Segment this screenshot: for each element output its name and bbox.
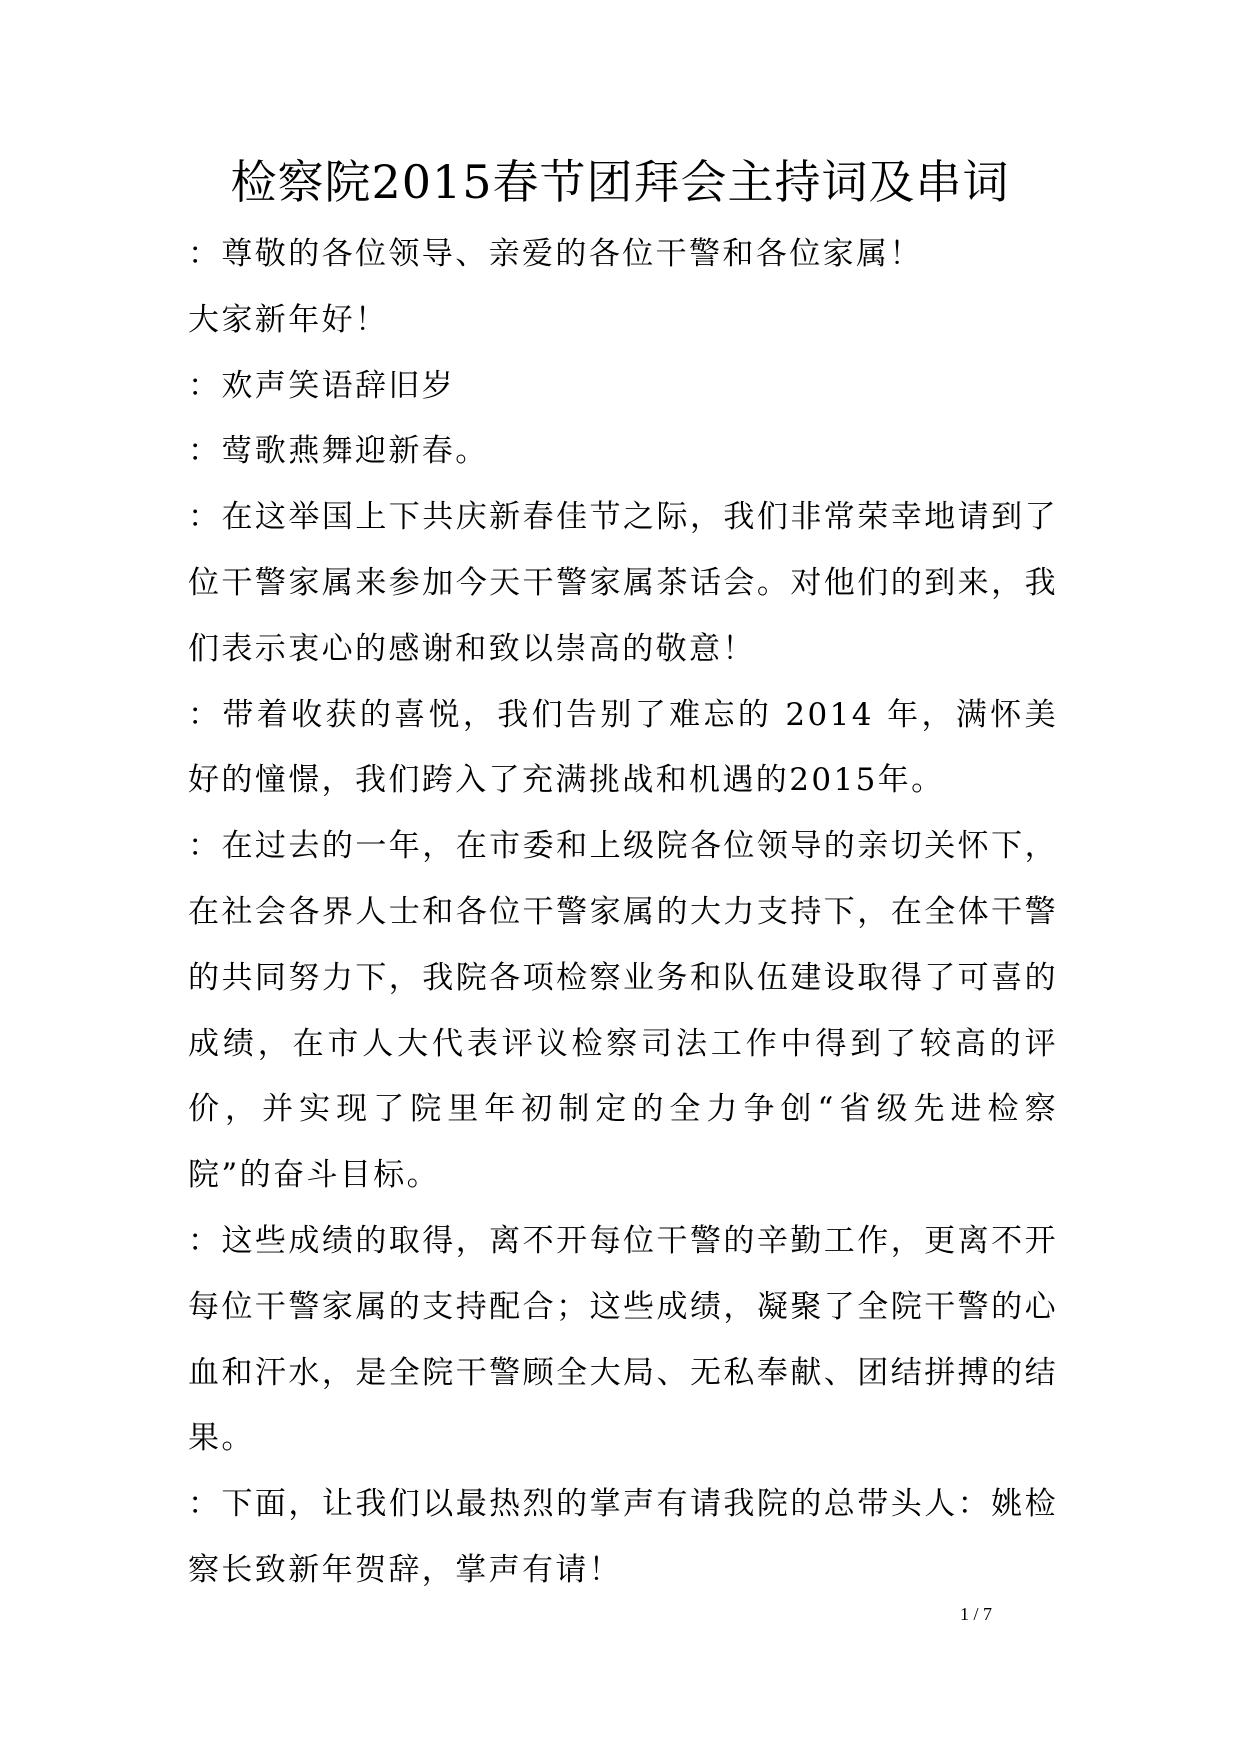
paragraph-achievements: ：在过去的一年，在市委和上级院各位领导的亲切关怀下，在社会各界人士和各位干警家属的大力支持下，在全体干警的共同努力下，我院各项检察业务和队伍建设取得了可喜的成绩，在市人大代表评议检察司法工作中得到了较高的评价，并实现了院里年初制定的全力争创“省级先进检察院”的奋斗目标。 — [188, 828, 1058, 1194]
paragraph-new-year: 大家新年好！ — [188, 301, 389, 338]
page-number: 1 / 7 — [960, 1604, 993, 1624]
paragraph-farewell: ：带着收获的喜悦，我们告别了难忘的 2014 年，满怀美好的憧憬，我们跨入了充满挑战和机遇的2015年。 — [188, 696, 1058, 799]
paragraph-invitation: ：下面，让我们以最热烈的掌声有请我院的总带头人：姚检察长致新年贺辞，掌声有请！ — [188, 1486, 1058, 1588]
document-title: 检察院2015春节团拜会主持词及串词 — [230, 155, 1010, 209]
document-body — [188, 222, 1058, 1604]
paragraph-greeting: ：尊敬的各位领导、亲爱的各位干警和各位家属！ — [188, 236, 923, 272]
paragraph-line-2: ：莺歌燕舞迎新春。 — [188, 433, 489, 470]
paragraph-welcome: ：在这举国上下共庆新春佳节之际，我们非常荣幸地请到了位干警家属来参加今天干警家属茶话会。对他们的到来，我们表示衷心的感谢和致以崇高的敬意！ — [188, 499, 1058, 667]
paragraph-thanks: ：这些成绩的取得，离不开每位干警的辛勤工作，更离不开每位干警家属的支持配合；这些成绩，凝聚了全院干警的心血和汗水，是全院干警顾全大局、无私奉献、团结拼搏的结果。 — [188, 1222, 1058, 1457]
paragraph-line-1: ：欢声笑语辞旧岁 — [188, 367, 456, 404]
